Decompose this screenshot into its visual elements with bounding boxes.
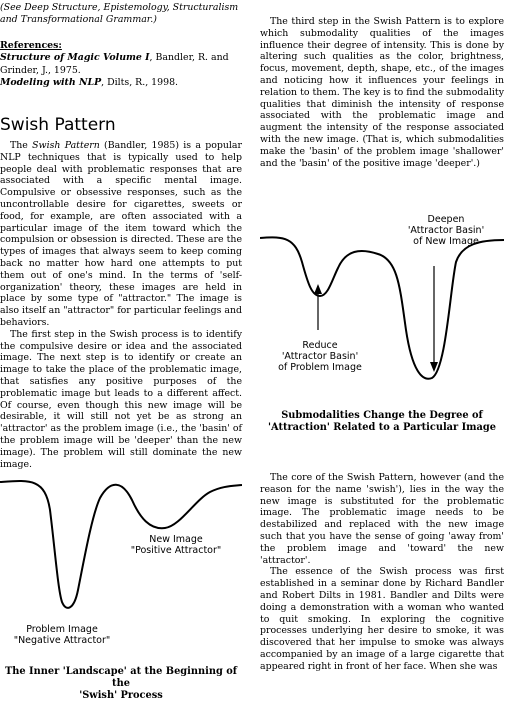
left-column: [0, 0, 242, 701]
reduce-arrowhead: [314, 284, 322, 294]
new-image-sublabel: "Positive Attractor": [130, 545, 222, 556]
right-column: [260, 0, 504, 690]
deepen-label: Deepen: [427, 214, 465, 225]
paragraph: The first step in the Swish process is to identify the compulsive desire or idea and the associated image. The next step is to identify or create an image to take the place of the problematic image, that satisfies any positive purposes of the problematic image but leads to a different affect. Of course, even though this new image will be desirable, it will still not yet be as strong an 'attractor' as the problem image (i.e., the 'basin' of the problem image will be 'deeper' than the new image). The problem will still dominate the new image.: [0, 328, 242, 470]
reduce-label: Reduce: [302, 340, 338, 351]
paragraph: The third step in the Swish Pattern is to explore which submodality qualities of the images influence their degree of intensity. This is done by altering such qualities as the color, brightness, focus, movement, depth, shape, etc., of the images and noticing how it influences your feelings in relation to them. The key is to find the submodality qualities that diminish the intensity of response associated with the problematic image and augment the intensity of the response associated with the new image. (That is, which submodalities make the 'basin' of the problem image 'shallower' and the 'basin' of the positive image 'deeper'.): [260, 16, 504, 169]
problem-image-sublabel: "Negative Attractor": [13, 635, 111, 646]
deepen-sublabel: of New Image: [413, 236, 479, 247]
paragraph: The essence of the Swish process was first established in a seminar done by Richard Bandler and Robert Dilts in 1981. Bandler and Dilts were doing a demonstration with a woman who wanted to quit smoking. In exploring the cognitive processes underlying her desire to smoke, it was discovered that her impulse to smoke was always accompanied by an image of a large cigarette that appeared right in front of her face. When she was: [260, 566, 504, 672]
right-body-top: [260, 16, 504, 169]
reference-item: Modeling with NLP, Dilts, R., 1998.: [0, 77, 179, 89]
reference-item: Structure of Magic Volume I, Bandler, R. and Grinder, J., 1975.: [0, 52, 229, 76]
left-body: [0, 140, 242, 470]
problem-image-label: Problem Image: [26, 624, 98, 635]
new-image-label: New Image: [149, 534, 203, 545]
paragraph: The core of the Swish Pattern, however (and the reason for the name 'swish'), lies in the way the new image is substituted for the problematic image. The problematic image needs to be destabilized and replaced with the new image such that you have the sense of going 'away from' the problem image and 'toward' the new 'attractor'.: [260, 472, 504, 566]
attractor-landscape-figure: [0, 470, 242, 660]
section-heading: Swish Pattern: [0, 115, 116, 135]
references-title: References:: [0, 40, 62, 51]
left-figure-caption: The Inner 'Landscape' at the Beginning of the 'Swish' Process: [5, 666, 237, 701]
references: [0, 40, 242, 90]
deepen-sublabel: 'Attractor Basin': [407, 225, 485, 236]
reduce-sublabel: of Problem Image: [278, 362, 362, 373]
paragraph: The Swish Pattern (Bandler, 1985) is a popular NLP techniques that is typically used to help people deal with problematic responses that are associated with a specific mental image. Compulsive or obsessive responses, such as the uncontrollable desire for cigarettes, sweets or food, for example, are often associated with a particular image of the item toward which the compulsion or obsession is directed. These are the types of images that always seem to keep coming back no matter how hard one attempts to put them out of one's mind. In the terms of 'self-organization' theory, these images are held in place by some type of "attractor." The image is also itself an "attractor" for particular feelings and behaviors.: [0, 140, 242, 328]
right-figure-caption: Submodalities Change the Degree of 'Attraction' Related to a Particular Image: [268, 410, 496, 433]
right-body-bottom: [260, 472, 504, 673]
submodalities-figure: [260, 210, 504, 410]
reduce-sublabel: 'Attractor Basin': [281, 351, 359, 362]
top-note: (See Deep Structure, Epistemology, Structuralism and Transformational Grammar.): [0, 2, 239, 25]
